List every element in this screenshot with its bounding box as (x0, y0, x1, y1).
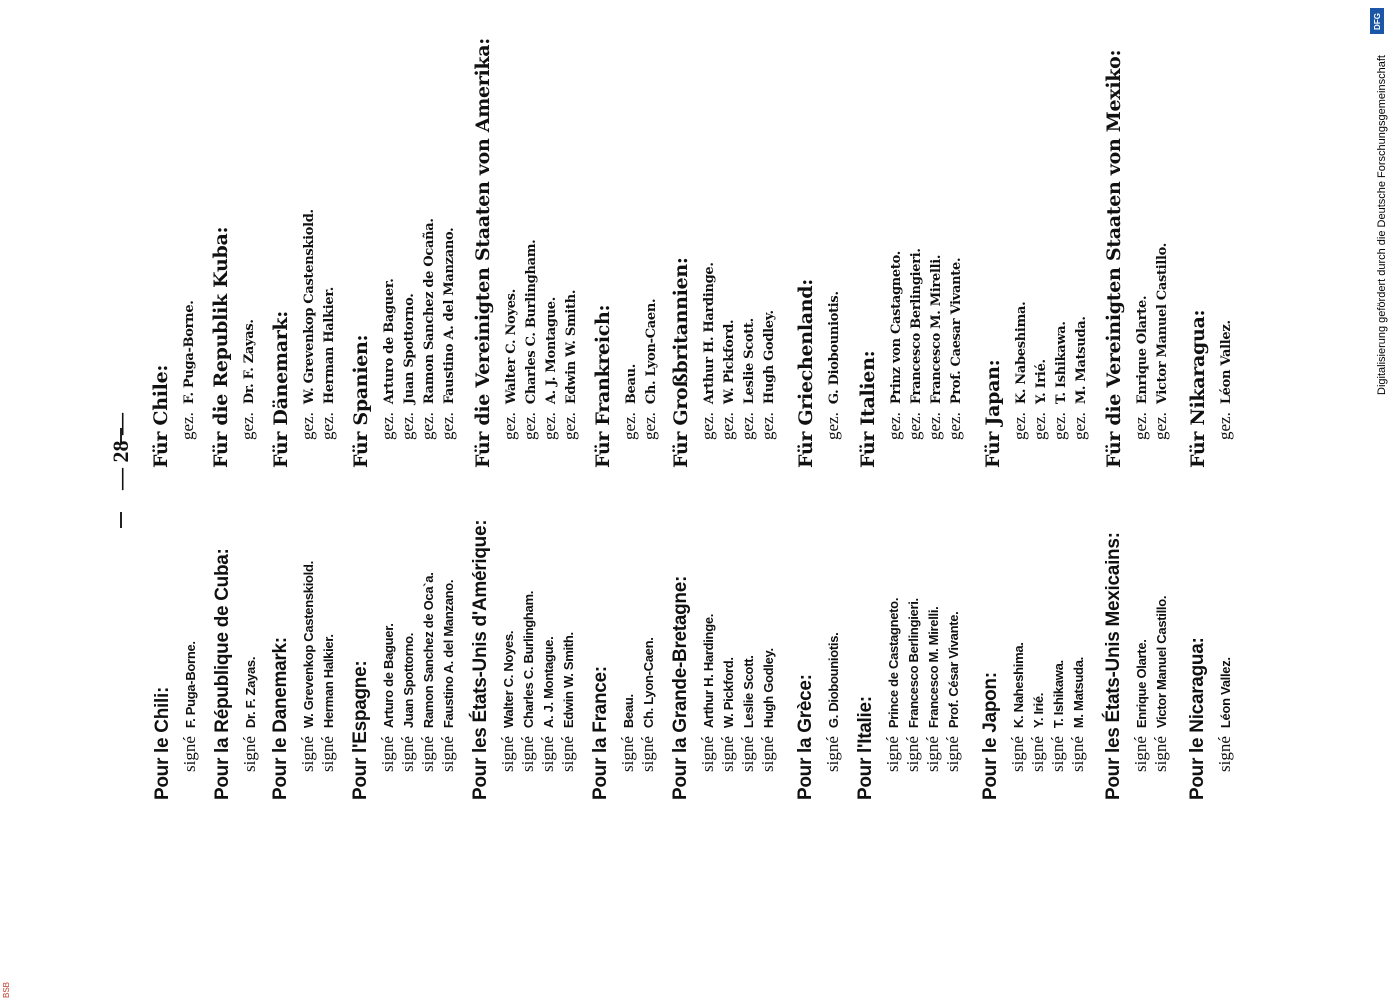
signer-row (885, 251, 905, 440)
signer-row (698, 262, 718, 440)
signer-row (618, 694, 638, 772)
signer-row (378, 279, 398, 440)
signer-row (438, 228, 458, 440)
signer-row (1151, 243, 1171, 440)
signatory-heading: Pour le Chili: (152, 687, 173, 800)
signer-name: Francesco Berlingieri. (909, 248, 924, 405)
signer-name: Herman Halkier. (322, 287, 337, 405)
signer-row (905, 248, 925, 440)
signature-word: signé (1215, 736, 1234, 772)
signature-word: gez. (1070, 412, 1089, 440)
signature-word: gez. (418, 412, 437, 440)
signer-name: W. Pickford. (721, 657, 736, 729)
signer-name: F. Puga-Borne. (183, 641, 198, 729)
signature-word: gez. (945, 412, 964, 440)
signer-row (1030, 359, 1050, 440)
signer-row (398, 633, 418, 772)
signer-name: M. Matsuda. (1071, 657, 1086, 729)
signature-word: signé (558, 736, 577, 772)
signature-word: signé (718, 736, 737, 772)
signer-name: Walter C. Noyes. (504, 289, 519, 405)
signatory-heading: Für Italien: (857, 350, 879, 468)
signer-name: A. J. Montague. (541, 636, 556, 729)
signer-name: G. Diobouniotis. (827, 291, 842, 405)
signer-row (1010, 302, 1030, 440)
signature-word: gez. (885, 412, 904, 440)
signer-row (560, 290, 580, 440)
signer-row (1050, 321, 1070, 440)
signature-word: signé (1008, 736, 1027, 772)
signer-name: Herman Halkier. (321, 634, 336, 729)
signer-row (500, 289, 520, 440)
signer-name: Charles C. Burlingham. (524, 239, 539, 405)
signatory-heading: Für die Vereinigten Staaten von Amerika: (472, 37, 494, 468)
signature-word: signé (240, 736, 259, 772)
signer-row (238, 319, 258, 440)
signer-row (620, 364, 640, 440)
signature-word: gez. (318, 412, 337, 440)
signer-row (520, 240, 540, 440)
signatory-heading: Für Spanien: (350, 334, 372, 468)
signature-word: signé (903, 736, 922, 772)
signer-name: Arthur H. Hardinge. (702, 262, 717, 405)
signer-name: Faustino A. del Manzano. (442, 227, 457, 405)
signer-name: Léon Vallez. (1219, 320, 1234, 405)
signatory-heading: Für Japan: (982, 359, 1004, 468)
signer-name: Prof. Caesar Vivante. (949, 257, 964, 405)
signer-name: Prinz von Castagneto. (889, 251, 904, 405)
signer-name: Edwin W. Smith. (561, 632, 576, 729)
signature-word: gez. (620, 412, 639, 440)
signer-row (1215, 657, 1235, 772)
signer-row (538, 637, 558, 772)
signature-word: signé (638, 736, 657, 772)
signature-word: gez. (1215, 412, 1234, 440)
signer-name: Charles C. Burlingham. (521, 590, 536, 729)
digitization-notice (1376, 55, 1388, 395)
signer-name: Arthur H. Hardinge. (701, 613, 716, 729)
signature-word: gez. (500, 412, 519, 440)
signatory-heading: Für Frankreich: (592, 304, 614, 468)
signer-row (240, 657, 260, 772)
signature-word: gez. (718, 412, 737, 440)
signer-name: Beau. (621, 694, 636, 729)
signature-word: gez. (640, 412, 659, 440)
signer-row (903, 598, 923, 772)
digitization-notice-text: Digitalisierung gefördert durch die Deutsche Forschungsgemeinschaft (1376, 55, 1388, 395)
signature-word: signé (698, 736, 717, 772)
signature-word: gez. (1010, 412, 1029, 440)
signature-word: signé (538, 736, 557, 772)
signature-word: gez. (698, 412, 717, 440)
signer-name: Y. Irié. (1031, 692, 1046, 729)
signer-row (498, 631, 518, 772)
signer-row (1008, 642, 1028, 772)
signatory-heading: Für die Republik Kuba: (210, 226, 232, 468)
signatory-heading: Für Dänemark: (270, 311, 292, 468)
signer-name: Victor Manuel Castillo. (1155, 242, 1170, 405)
signer-name: K. Nabeshima. (1014, 301, 1029, 405)
signer-name: M. Matsuda. (1074, 316, 1089, 405)
page-number-dash-bottom (120, 512, 122, 528)
signer-row (883, 598, 903, 772)
signer-name: Ramon Sanchez de Ocaña. (422, 218, 437, 405)
signature-word: gez. (905, 412, 924, 440)
signer-name: A. J. Montague. (544, 297, 559, 405)
signer-row (823, 291, 843, 440)
signer-row (418, 572, 438, 772)
signer-name: G. Diobouniotis. (826, 632, 841, 729)
signer-row (298, 209, 318, 440)
library-mark-text: BSB (2, 981, 11, 998)
signer-name: F. Puga-Borne. (182, 300, 197, 405)
signer-row (943, 612, 963, 772)
signature-word: signé (318, 736, 337, 772)
signature-word: signé (1131, 736, 1150, 772)
signature-word: signé (418, 736, 437, 772)
signature-word: gez. (758, 412, 777, 440)
signer-row (1048, 660, 1068, 772)
signatory-heading: Für die Vereinigten Staaten von Mexiko: (1103, 49, 1125, 468)
signer-row (398, 294, 418, 440)
signer-row (638, 637, 658, 772)
signature-word: signé (923, 736, 942, 772)
signer-name: K. Naheshima. (1011, 642, 1026, 729)
signer-row (758, 648, 778, 772)
signer-row (178, 300, 198, 440)
signature-word: signé (378, 736, 397, 772)
signature-word: signé (180, 736, 199, 772)
signature-word: gez. (238, 412, 257, 440)
signer-row (718, 320, 738, 440)
signer-row (298, 561, 318, 772)
signer-row (923, 607, 943, 772)
dfg-logo-text: DFG (1372, 12, 1382, 30)
signer-row (540, 297, 560, 440)
signer-row (1028, 693, 1048, 772)
signature-word: signé (498, 736, 517, 772)
signer-row (1068, 657, 1088, 772)
signatory-heading: Pour les États-Unis d'Amérique: (470, 519, 491, 800)
signer-name: Edwin W. Smith. (564, 289, 579, 405)
signature-word: gez. (738, 412, 757, 440)
signature-word: signé (298, 736, 317, 772)
signer-name: T. Ishikawa. (1054, 321, 1069, 405)
signature-word: signé (883, 736, 902, 772)
signer-name: W. Grevenkop Castenskiold. (302, 209, 317, 405)
signatory-heading: Für Nikaragua: (1187, 309, 1209, 468)
signatory-heading: Pour le Nicaragua: (1187, 637, 1208, 800)
signer-name: Dr. F. Zayas. (242, 319, 257, 405)
signer-row (945, 258, 965, 440)
signature-word: gez. (438, 412, 457, 440)
signature-word: signé (398, 736, 417, 772)
page-number-text: — 28 — (108, 413, 133, 490)
signatory-heading: Pour l'Italie: (855, 696, 876, 800)
signer-row (438, 580, 458, 772)
signatory-heading: Für Griechenland: (795, 279, 817, 468)
signer-name: Ch. Lyon-Caen. (641, 637, 656, 729)
signer-name: W. Grevenkop Castenskiold. (301, 561, 316, 729)
signer-row (378, 623, 398, 772)
signer-row (558, 632, 578, 772)
signer-name: Prince de Castagneto. (886, 597, 901, 729)
signature-word: signé (738, 736, 757, 772)
signer-row (1131, 296, 1151, 440)
signer-name: Enrique Olarte. (1135, 295, 1150, 405)
signature-word: gez. (540, 412, 559, 440)
library-mark (2, 982, 11, 998)
signature-word: signé (1048, 736, 1067, 772)
signer-name: Dr. F. Zayas. (243, 656, 258, 729)
signature-word: signé (943, 736, 962, 772)
signer-row (1070, 316, 1090, 440)
signature-word: gez. (1131, 412, 1150, 440)
signer-name: Léon Vallez. (1218, 657, 1233, 729)
signer-name: Francesco M. Mirelli. (929, 254, 944, 405)
signature-word: gez. (823, 412, 842, 440)
signatory-heading: Pour la République de Cuba: (212, 548, 233, 800)
signer-name: Arturo de Baguer. (381, 623, 396, 729)
signer-name: T. Ishikawa. (1051, 660, 1066, 729)
signature-word: signé (823, 736, 842, 772)
signatory-heading: Pour l'Espagne: (350, 660, 371, 800)
signer-name: Arturo de Baguer. (382, 278, 397, 405)
signer-name: W. Pickford. (722, 319, 737, 405)
signatory-heading: Pour la France: (590, 666, 611, 800)
signer-name: Beau. (624, 363, 639, 405)
signer-name: Hugh Godley. (761, 648, 776, 729)
signer-name: Juan Spottorno. (401, 632, 416, 729)
signature-word: gez. (1050, 412, 1069, 440)
signature-word: gez. (1151, 412, 1170, 440)
signature-word: gez. (560, 412, 579, 440)
signer-row (180, 641, 200, 772)
signatory-heading: Für Großbritannien: (670, 257, 692, 468)
signatory-heading: Pour le Japon: (980, 672, 1001, 800)
signer-name: Hugh Godley. (762, 310, 777, 405)
signer-name: Enrique Olarte. (1134, 639, 1149, 729)
signature-word: signé (1068, 736, 1087, 772)
signatory-heading: Pour la Grèce: (795, 674, 816, 800)
signer-row (418, 218, 438, 440)
signer-row (823, 633, 843, 772)
signatory-heading: Pour les États-Unis Mexicains: (1103, 532, 1124, 800)
signer-row (698, 614, 718, 772)
signature-word: gez. (520, 412, 539, 440)
signature-word: gez. (378, 412, 397, 440)
signature-word: gez. (398, 412, 417, 440)
signature-word: signé (518, 736, 537, 772)
signature-word: gez. (925, 412, 944, 440)
signer-name: Walter C. Noyes. (501, 630, 516, 729)
signer-name: Francesco Berlingieri. (906, 598, 921, 729)
signer-row (640, 299, 660, 440)
page-number (108, 413, 134, 490)
signature-word: signé (758, 736, 777, 772)
signer-row (318, 287, 338, 440)
signer-name: Y. Irié. (1034, 359, 1049, 405)
signer-row (1215, 320, 1235, 440)
signer-name: Leslie Scott. (742, 318, 757, 405)
signer-row (718, 657, 738, 772)
signature-word: gez. (1030, 412, 1049, 440)
signer-name: Francesco M. Mirelli. (926, 606, 941, 729)
signer-name: Victor Manuel Castillo. (1154, 595, 1169, 729)
signer-row (1131, 639, 1151, 772)
signer-name: Juan Spottorno. (402, 293, 417, 405)
signature-word: signé (1151, 736, 1170, 772)
dfg-logo (1370, 8, 1384, 34)
signer-name: Ramon Sanchez de Oca`a. (421, 572, 436, 729)
signer-row (738, 655, 758, 772)
signature-word: signé (438, 736, 457, 772)
signer-row (518, 591, 538, 772)
signer-row (318, 634, 338, 772)
signature-word: gez. (298, 412, 317, 440)
signatory-heading: Für Chile: (150, 364, 172, 468)
signatory-heading: Pour le Danemark: (270, 637, 291, 800)
signer-name: Ch. Lyon-Caen. (644, 298, 659, 405)
signer-name: Leslie Scott. (741, 655, 756, 729)
signer-row (758, 310, 778, 440)
signer-row (738, 318, 758, 440)
signer-row (925, 255, 945, 440)
signer-name: Prof. César Vivante. (946, 611, 961, 729)
signatory-heading: Pour la Grande-Bretagne: (670, 575, 691, 800)
signer-name: Faustino A. del Manzano. (441, 579, 456, 729)
signature-word: signé (618, 736, 637, 772)
signature-word: gez. (178, 412, 197, 440)
signer-row (1151, 596, 1171, 772)
signature-word: signé (1028, 736, 1047, 772)
